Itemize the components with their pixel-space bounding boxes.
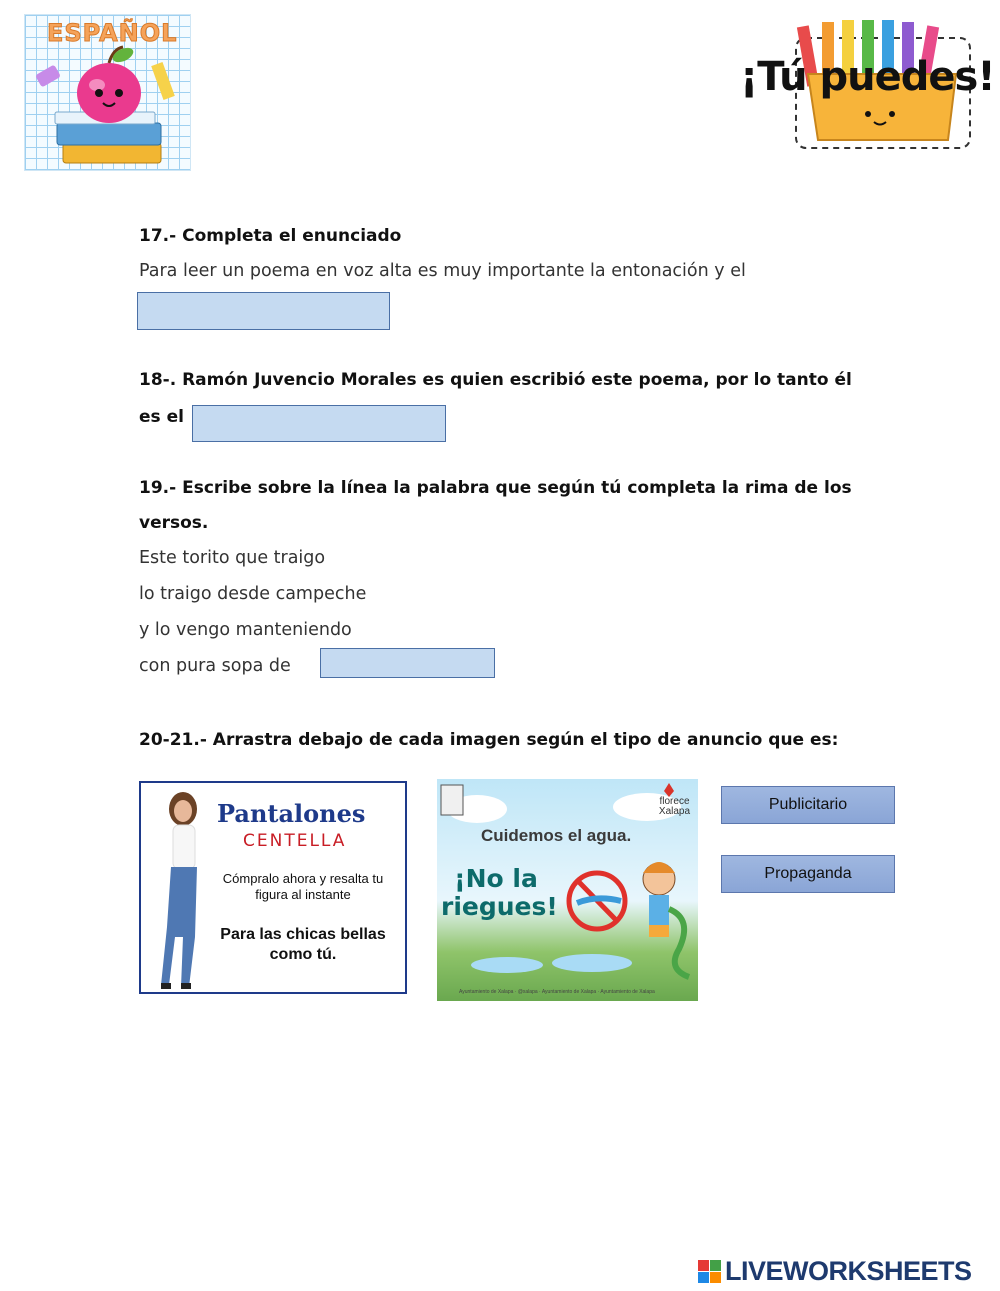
q18-answer-field[interactable] [192, 405, 446, 442]
liveworksheets-logo [698, 1256, 972, 1287]
logo-tile [698, 1260, 709, 1271]
verse-line: lo traigo desde campeche [139, 584, 367, 604]
option-propaganda-button[interactable]: Propaganda [721, 855, 895, 893]
q18-line1: 18-. Ramón Juvencio Morales es quien escribió este poema, por lo tanto él [139, 370, 852, 390]
tu-puedes-logo [740, 12, 995, 152]
q19-answer-field[interactable] [320, 648, 495, 678]
q17-text: Para leer un poema en voz alta es muy importante la entonación y el [139, 261, 746, 281]
verse-line: con pura sopa de [139, 656, 291, 676]
liveworksheets-tiles-icon [698, 1260, 721, 1283]
ad2-slogan: ¡No la riegues! [441, 864, 558, 921]
ad1-body: Cómpralo ahora y resalta tu figura al instante [222, 871, 384, 902]
q19-line1: 19.- Escribe sobre la línea la palabra que según tú completa la rima de los [139, 478, 852, 498]
q18-line2: es el [139, 407, 184, 427]
ad-pantalones-image [139, 781, 407, 994]
apple-books-icon [25, 15, 190, 170]
logo-right-text: ¡Tú puedes! [740, 54, 995, 100]
logo-tile [710, 1272, 721, 1283]
verse-line: Este torito que traigo [139, 548, 326, 568]
ad2-headline: Cuidemos el agua. [481, 826, 632, 845]
ad2-brand: florece Xalapa [658, 796, 691, 817]
q19-line2: versos. [139, 513, 209, 533]
logo-tile [710, 1260, 721, 1271]
option-publicitario-button[interactable]: Publicitario [721, 786, 895, 824]
logo-tile [698, 1272, 709, 1283]
ad-cuidemos-agua-image [437, 779, 698, 1001]
q20-title: 20-21.- Arrastra debajo de cada imagen según el tipo de anuncio que es: [139, 730, 839, 750]
q17-title: 17.- Completa el enunciado [139, 226, 402, 246]
ad2-footer: Ayuntamiento de Xalapa · @xalapa · Ayuntamiento de Xalapa · Ayuntamiento de Xalapa [459, 989, 655, 995]
ad1-subbrand: CENTELLA [243, 831, 347, 851]
verse-line: y lo vengo manteniendo [139, 620, 352, 640]
espanol-logo [24, 14, 191, 171]
ad1-slogan: Para las chicas bellas como tú. [220, 926, 386, 963]
ad1-brand: Pantalones [217, 799, 366, 828]
logo-title: ESPAÑOL [47, 19, 178, 47]
q17-answer-field[interactable] [137, 292, 390, 330]
liveworksheets-wordmark: LIVEWORKSHEETS [725, 1256, 972, 1286]
